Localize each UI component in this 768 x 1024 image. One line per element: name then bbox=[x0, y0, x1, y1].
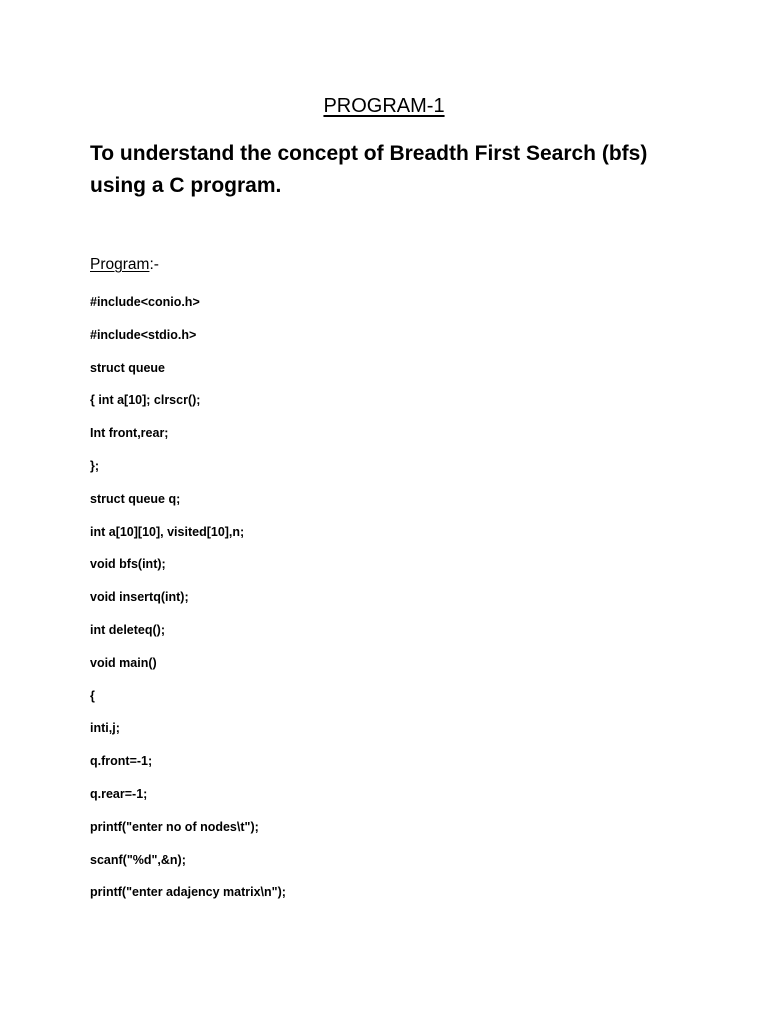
code-line: q.front=-1; bbox=[90, 754, 153, 769]
code-line: printf("enter no of nodes\t"); bbox=[90, 819, 259, 834]
code-line: void insertq(int); bbox=[90, 590, 189, 605]
code-line: int deleteq(); bbox=[90, 622, 165, 637]
code-line: struct queue bbox=[90, 360, 166, 375]
program-title: PROGRAM-1 bbox=[323, 95, 445, 117]
code-line: { bbox=[90, 688, 95, 703]
section-suffix: :- bbox=[149, 256, 159, 273]
code-line: void main() bbox=[90, 655, 157, 670]
code-line: #include<conio.h> bbox=[90, 295, 200, 309]
code-line: }; bbox=[90, 458, 100, 473]
code-line: inti,j; bbox=[90, 721, 120, 736]
code-line: void bfs(int); bbox=[90, 557, 166, 572]
code-line: Int front,rear; bbox=[90, 426, 169, 441]
code-line: { int a[10]; clrscr(); bbox=[90, 393, 201, 408]
code-listing bbox=[90, 288, 286, 911]
code-line: #include<stdio.h> bbox=[90, 327, 197, 342]
code-line: int a[10][10], visited[10],n; bbox=[90, 524, 245, 539]
code-line: scanf("%d",&n); bbox=[90, 852, 186, 867]
section-label: Program bbox=[90, 256, 150, 273]
program-section-heading bbox=[90, 256, 159, 274]
code-line: printf("enter adajency matrix\n"); bbox=[90, 885, 286, 900]
program-aim: To understand the concept of Breadth First Search (bfs) using a C program. bbox=[90, 142, 648, 197]
code-line: q.rear=-1; bbox=[90, 786, 148, 801]
code-line: struct queue q; bbox=[90, 491, 181, 506]
